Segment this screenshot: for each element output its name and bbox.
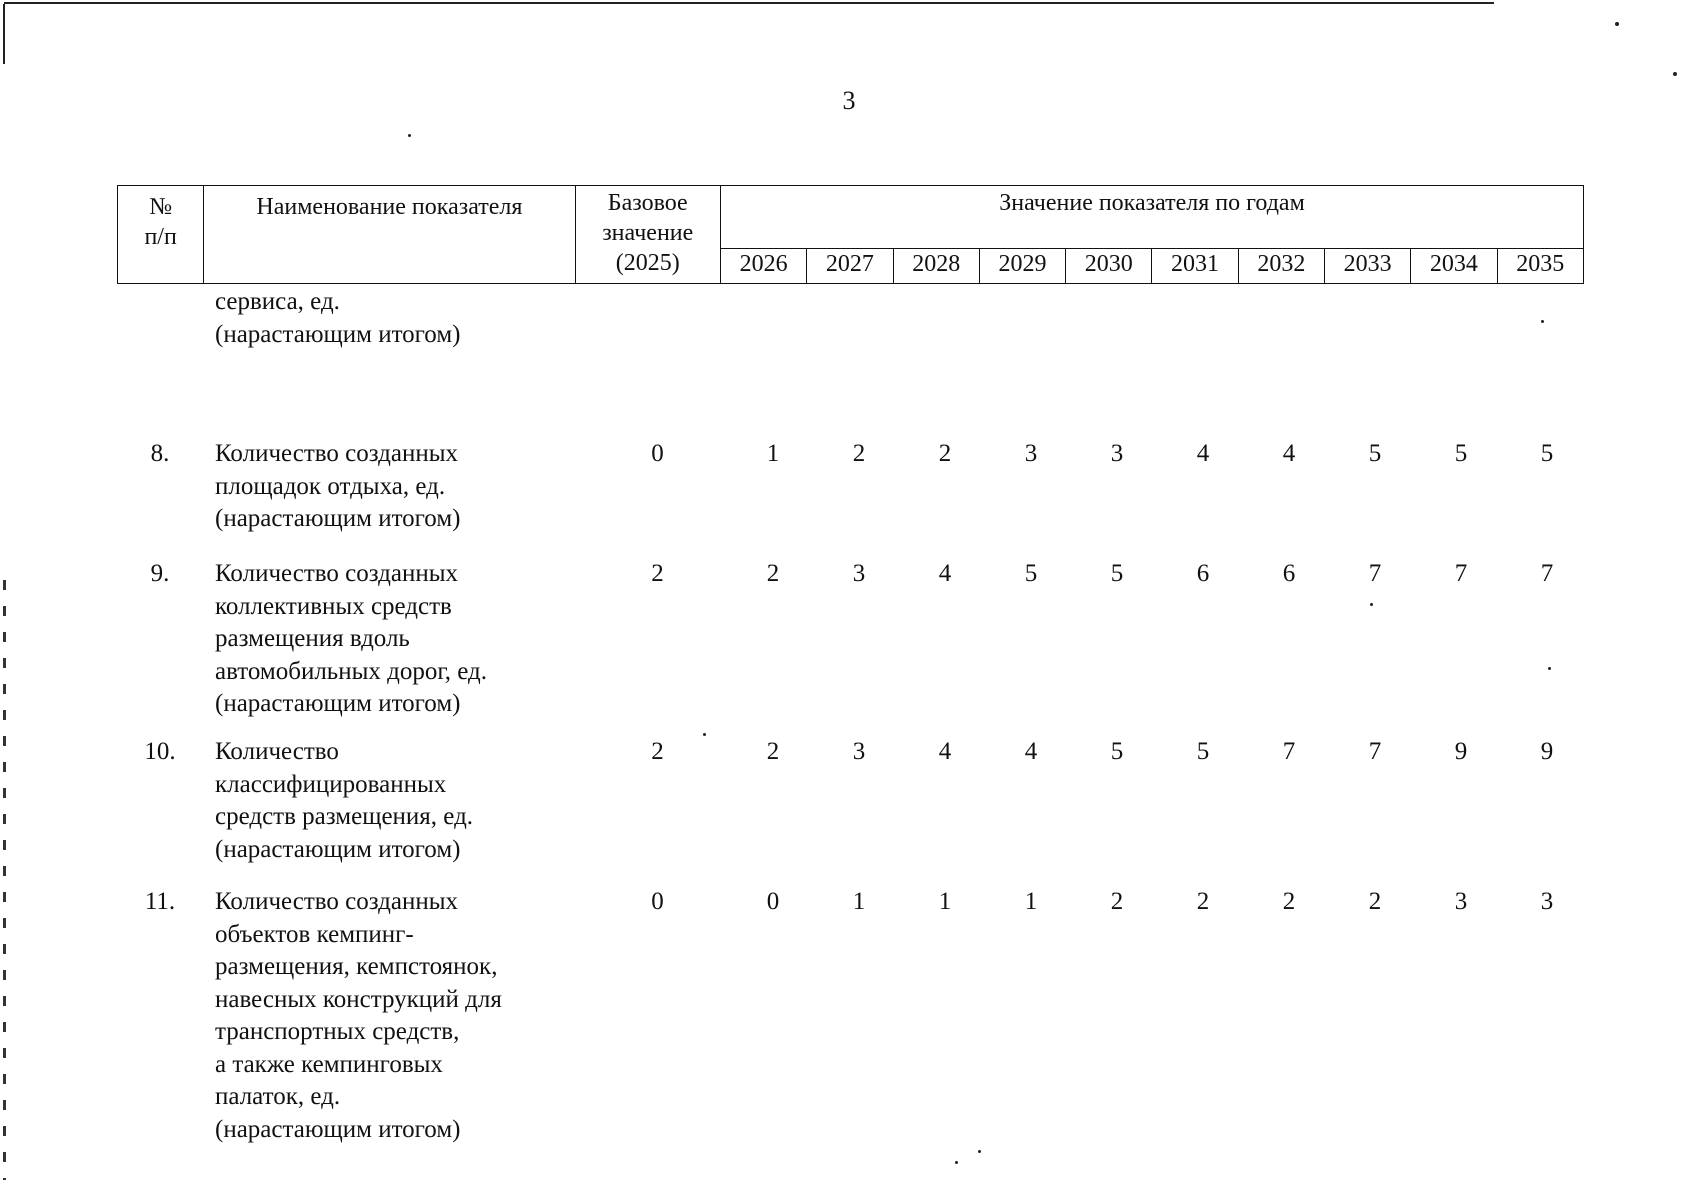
row-year-value: 3 (1024, 440, 1038, 467)
header-year: 2035 (1497, 249, 1583, 284)
header-indicator-name: Наименование показателя (204, 186, 575, 284)
row-year-value: 5 (1540, 440, 1554, 467)
table-row (117, 438, 1584, 558)
row-indicator-name-text: Количество созданных площадок отдыха, ед. (нарастающим итогом) (215, 440, 461, 532)
row-indicator-name-text: Количество созданных объектов кемпинг- размещения, кемпстоянок, навесных конструкций для транспортных средств, а также кемпинговых палаток, ед. (нарастающим итогом) (215, 888, 502, 1143)
row-year-value: 2 (1282, 888, 1296, 915)
row-base-value: 2 (651, 560, 664, 587)
scan-edge-top (4, 2, 1494, 4)
row-year-value: 1 (938, 888, 952, 915)
row-year-value: 2 (1196, 888, 1210, 915)
scan-speck (1673, 72, 1677, 76)
scan-speck (978, 1150, 981, 1153)
indicator-table-header (117, 185, 1584, 284)
row-year-value: 5 (1024, 560, 1038, 587)
row-indicator-name-text: Количество классифицированных средств размещения, ед. (нарастающим итогом) (215, 738, 474, 863)
row-number: 10. (144, 738, 176, 765)
row-indicator-name-text: сервиса, ед. (нарастающим итогом) (215, 288, 461, 348)
row-year-value: 7 (1540, 560, 1554, 587)
row-base-value: 0 (651, 440, 664, 467)
row-year-value: 2 (938, 440, 952, 467)
row-year-value: 5 (1368, 440, 1382, 467)
header-values-by-year: Значение показателя по годам (720, 186, 1583, 249)
row-indicator-name-text: Количество созданных коллективных средств размещения вдоль автомобильных дорог, ед. (нарастающим итогом) (215, 560, 488, 717)
row-year-value: 3 (1540, 888, 1554, 915)
row-year-value: 2 (852, 440, 866, 467)
row-year-value: 4 (938, 738, 952, 765)
table-row (117, 558, 1584, 736)
table-row-continued (117, 286, 1584, 438)
row-year-value: 3 (852, 738, 866, 765)
page-number: 3 (842, 86, 856, 115)
row-year-value: 4 (1196, 440, 1210, 467)
row-indicator-name (117, 438, 585, 536)
scan-speck (1615, 22, 1619, 26)
table-rows (117, 438, 1584, 1146)
scan-speck (955, 1161, 958, 1164)
row-base-value: 0 (651, 888, 664, 915)
row-year-value: 3 (852, 560, 866, 587)
row-year-value: 4 (1024, 738, 1038, 765)
header-year: 2032 (1238, 249, 1324, 284)
row-number: 11. (144, 888, 176, 915)
header-number-label: № п/п (144, 194, 177, 250)
row-year-value: 5 (1454, 440, 1468, 467)
row-number: 9. (150, 560, 170, 587)
header-year: 2027 (807, 249, 893, 284)
row-year-value: 6 (1196, 560, 1210, 587)
scan-edge-marks (3, 580, 6, 1180)
row-year-value: 2 (1110, 888, 1124, 915)
row-year-value: 2 (1368, 888, 1382, 915)
row-year-value: 5 (1196, 738, 1210, 765)
scan-edge-left (3, 4, 5, 64)
row-year-value: 1 (1024, 888, 1038, 915)
header-base-value: Базовое значение (2025) (575, 186, 720, 284)
row-year-value: 5 (1110, 560, 1124, 587)
row-indicator-name (117, 886, 585, 1146)
row-year-value: 9 (1454, 738, 1468, 765)
row-year-value: 7 (1368, 738, 1382, 765)
table-row (117, 886, 1584, 1146)
row-year-value: 3 (1454, 888, 1468, 915)
row-base-value: 2 (651, 738, 664, 765)
row-indicator-name (117, 558, 585, 721)
row-year-value: 6 (1282, 560, 1296, 587)
header-year: 2030 (1066, 249, 1152, 284)
row-year-value: 5 (1110, 738, 1124, 765)
row-year-value: 1 (766, 440, 780, 467)
header-year: 2031 (1152, 249, 1238, 284)
row-year-value: 7 (1368, 560, 1382, 587)
row-year-value: 4 (1282, 440, 1296, 467)
scan-speck (408, 134, 411, 137)
header-year: 2033 (1324, 249, 1410, 284)
header-number (118, 186, 204, 284)
row-year-value: 2 (766, 738, 780, 765)
row-year-value: 2 (766, 560, 780, 587)
header-year: 2026 (720, 249, 806, 284)
header-year: 2029 (979, 249, 1065, 284)
row-year-value: 0 (766, 888, 780, 915)
header-year: 2028 (893, 249, 979, 284)
row-year-value: 9 (1540, 738, 1554, 765)
header-year: 2034 (1411, 249, 1497, 284)
row-indicator-name (117, 286, 585, 351)
indicator-table-body (117, 286, 1584, 1146)
row-year-value: 4 (938, 560, 952, 587)
row-indicator-name (117, 736, 585, 866)
row-year-value: 7 (1454, 560, 1468, 587)
row-year-value: 3 (1110, 440, 1124, 467)
row-year-value: 7 (1282, 738, 1296, 765)
row-number: 8. (150, 440, 170, 467)
table-row (117, 736, 1584, 886)
row-year-value: 1 (852, 888, 866, 915)
